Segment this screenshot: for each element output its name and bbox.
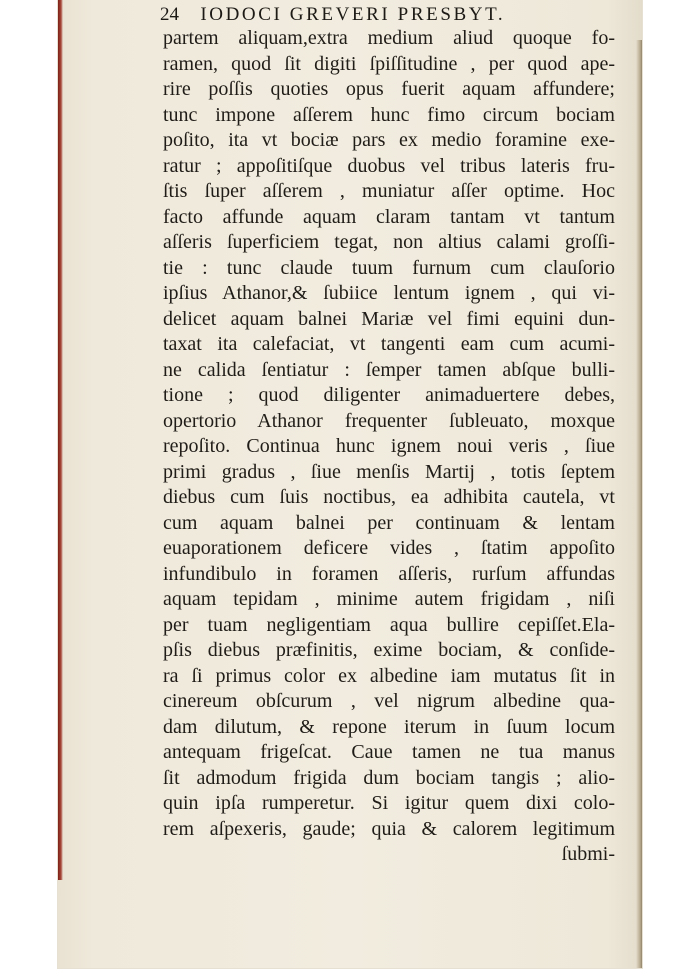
text-line: tunc impone aſſerem hunc fimo circum bociam: [163, 103, 615, 126]
text-line: rire poſſis quoties opus fuerit aquam affundere;: [163, 78, 615, 100]
text-line: ne calida ſentiatur : ſemper tamen abſque bulli-: [163, 358, 615, 381]
text-line: poſito, ita vt bociæ pars ex medio foramine exe-: [163, 129, 615, 151]
text-line: opertorio Athanor frequenter ſubleuato, moxque: [163, 409, 615, 432]
running-header: [160, 4, 630, 26]
text-line: partem aliquam,extra medium aliud quoque fo-: [163, 27, 615, 49]
text-line: aſſeris ſuperficiem tegat, non altius calami groſſi-: [163, 231, 615, 253]
text-line: diebus cum ſuis noctibus, ea adhibita cautela, vt: [163, 486, 615, 508]
text-line: rem aſpexeris, gaude; quia & calorem legitimum: [163, 817, 615, 840]
text-line: facto affunde aquam claram tantam vt tantum: [163, 205, 615, 228]
text-line: euaporationem deficere vides , ſtatim appoſito: [163, 537, 615, 559]
text-line: taxat ita calefaciat, vt tangenti eam cum acumi-: [163, 333, 615, 355]
catchword: ſubmi-: [561, 843, 615, 865]
text-line: pſis diebus præfinitis, exime bociam, & conſide-: [163, 639, 615, 661]
text-line: ſit admodum frigida dum bociam tangis ; alio-: [163, 766, 615, 789]
text-line: primi gradus , ſiue menſis Martij , totis ſeptem: [163, 460, 615, 483]
text-line: dam dilutum, & repone iterum in ſuum locum: [163, 715, 615, 738]
text-line: repoſito. Continua hunc ignem noui veris , ſiue: [163, 435, 615, 457]
text-line: per tuam negligentiam aqua bullire cepiſſet.Ela-: [163, 613, 615, 636]
page-number: 24: [160, 4, 179, 25]
text-line: tione ; quod diligenter animaduertere debes,: [163, 384, 615, 406]
page-binding-edge: [58, 0, 63, 880]
text-line: ratur ; appoſitiſque duobus vel tribus lateris fru-: [163, 154, 615, 177]
text-line: ramen, quod ſit digiti ſpiſſitudine , per quod ape-: [163, 52, 615, 75]
text-line: ſtis ſuper aſſerem , muniatur aſſer optime. Hoc: [163, 180, 615, 202]
text-line: antequam frigeſcat. Caue tamen ne tua manus: [163, 741, 615, 763]
text-line: ra ſi primus color ex albedine iam mutatus ſit in: [163, 664, 615, 687]
text-line: quin ipſa rumperetur. Si igitur quem dixi colo-: [163, 792, 615, 814]
text-line: infundibulo in foramen aſſeris, rurſum affundas: [163, 562, 615, 585]
text-line: cum aquam balnei per continuam & lentam: [163, 511, 615, 534]
text-line: delicet aquam balnei Mariæ vel fimi equini dun-: [163, 307, 615, 330]
body-text: [163, 26, 615, 868]
text-line: ipſius Athanor,& ſubiice lentum ignem , qui vi-: [163, 282, 615, 304]
page-fore-edge: [636, 40, 642, 968]
text-line: aquam tepidam , minime autem frigidam , niſi: [163, 588, 615, 610]
text-line: tie : tunc claude tuum furnum cum clauſorio: [163, 256, 615, 279]
text-line: cinereum obſcurum , vel nigrum albedine qua-: [163, 690, 615, 712]
running-title: IODOCI GREVERI PRESBYT.: [200, 4, 506, 25]
